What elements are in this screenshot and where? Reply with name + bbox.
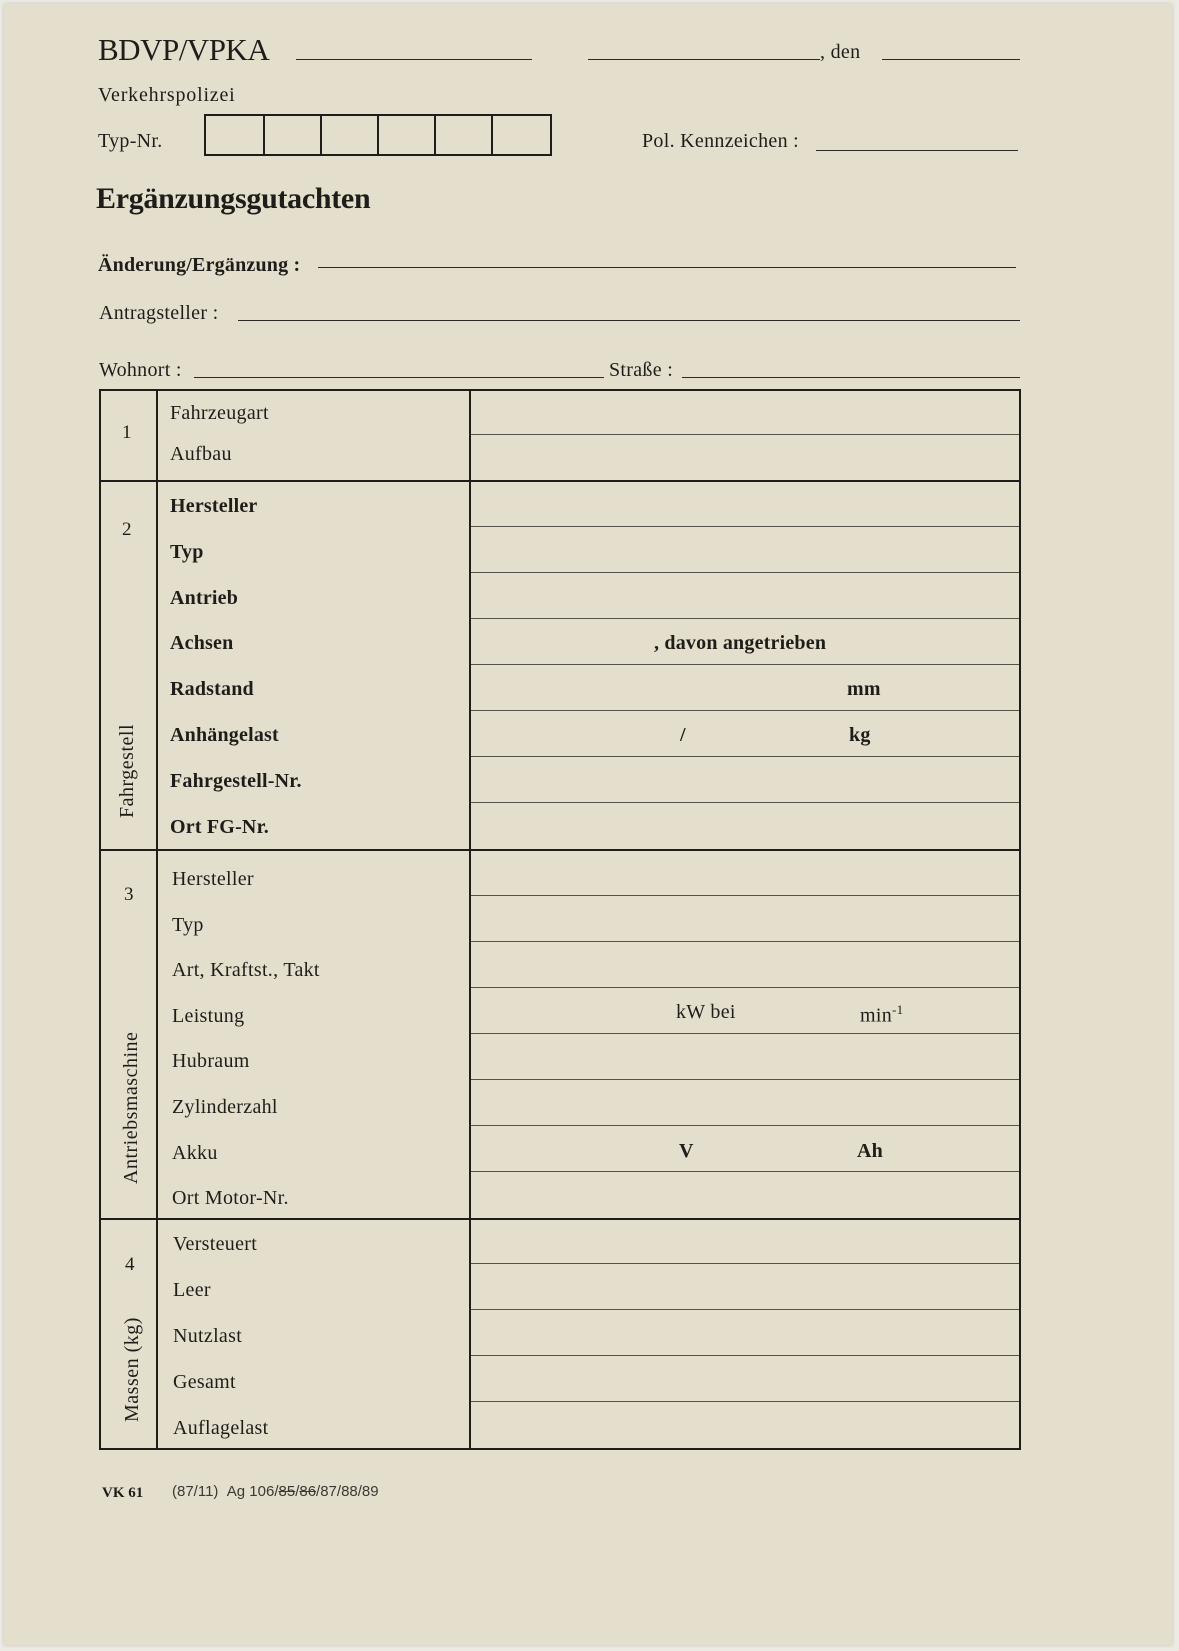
davon-angetrieben-text: , davon angetrieben	[654, 632, 827, 654]
row-achsen: Achsen	[170, 632, 234, 654]
row-antrieb: Antrieb	[170, 587, 239, 609]
volt-unit: V	[679, 1140, 694, 1162]
row-hubraum: Hubraum	[172, 1050, 250, 1072]
min-superscript: -1	[892, 1002, 904, 1017]
entry-line[interactable]	[471, 802, 1019, 803]
typ-box-divider	[263, 116, 265, 154]
section-1-bottom	[99, 480, 1021, 482]
row-typ: Typ	[170, 541, 204, 563]
table-col2-border	[469, 389, 471, 1450]
footer-num-struck: 85	[278, 1483, 296, 1500]
kg-unit: kg	[849, 724, 871, 746]
row-gesamt: Gesamt	[173, 1371, 236, 1393]
row-leistung: Leistung	[172, 1005, 245, 1027]
footer-date: (87/11)	[172, 1483, 219, 1500]
typ-box-divider	[320, 116, 322, 154]
entry-line[interactable]	[471, 664, 1019, 665]
print-footer	[172, 1483, 379, 1500]
form-title: Ergänzungsgutachten	[96, 182, 371, 215]
section-3-number: 3	[124, 884, 134, 905]
entry-line[interactable]	[471, 572, 1019, 573]
entry-line[interactable]	[471, 1125, 1019, 1126]
row-hersteller: Hersteller	[170, 495, 258, 517]
slash-separator: /	[680, 724, 686, 746]
row-akku: Akku	[172, 1142, 218, 1164]
row-versteuert: Versteuert	[173, 1233, 258, 1255]
section-4-number: 4	[125, 1254, 135, 1275]
table-right-border	[1019, 389, 1021, 1450]
entry-line[interactable]	[471, 895, 1019, 896]
section-2-bottom	[99, 849, 1021, 851]
section-2-vertical-label: Fahrgestell	[116, 723, 138, 818]
row-anhaengelast: Anhängelast	[170, 724, 279, 746]
aenderung-label: Änderung/Ergänzung :	[98, 254, 301, 276]
footer-num-plain: 106/	[249, 1483, 279, 1500]
section-3-bottom	[99, 1218, 1021, 1220]
mm-unit: mm	[847, 678, 881, 700]
entry-line[interactable]	[471, 987, 1019, 988]
typ-number-boxes[interactable]	[204, 114, 552, 156]
row-fahrgestell-nr: Fahrgestell-Nr.	[170, 770, 302, 792]
form-sheet	[4, 4, 1172, 1645]
entry-line[interactable]	[471, 1355, 1019, 1356]
min-text: min	[860, 1004, 893, 1027]
entry-line[interactable]	[471, 941, 1019, 942]
wohnort-label: Wohnort :	[99, 359, 182, 381]
footer-ag: Ag	[226, 1483, 246, 1500]
kw-bei-text: kW bei	[676, 1001, 736, 1023]
typ-box-divider	[434, 116, 436, 154]
unit-label: Verkehrspolizei	[98, 84, 236, 106]
entry-line[interactable]	[471, 710, 1019, 711]
section-2-number: 2	[122, 519, 132, 540]
row-hersteller: Hersteller	[172, 868, 254, 890]
kennzeichen-line[interactable]	[816, 150, 1018, 151]
row-radstand: Radstand	[170, 678, 254, 700]
typ-box-divider	[377, 116, 379, 154]
row-typ: Typ	[172, 914, 204, 936]
org-line[interactable]	[296, 59, 532, 60]
entry-line[interactable]	[471, 756, 1019, 757]
footer-num-rest: /87/88/89	[316, 1483, 379, 1500]
row-nutzlast: Nutzlast	[173, 1325, 243, 1347]
amp-hour-unit: Ah	[857, 1140, 883, 1162]
section-3-vertical-label: Antriebsmaschine	[120, 1031, 142, 1184]
typ-label: Typ-Nr.	[98, 130, 163, 152]
aenderung-line[interactable]	[318, 267, 1016, 268]
entry-line[interactable]	[471, 1079, 1019, 1080]
entry-line[interactable]	[471, 1263, 1019, 1264]
antragsteller-label: Antragsteller :	[99, 302, 219, 324]
section-1-number: 1	[122, 422, 132, 443]
typ-box-divider	[491, 116, 493, 154]
footer-num-sep: /	[295, 1483, 300, 1500]
row-aufbau: Aufbau	[170, 443, 232, 465]
date-line[interactable]	[882, 59, 1020, 60]
table-left-border	[99, 389, 101, 1450]
min-unit	[860, 1002, 903, 1028]
entry-line[interactable]	[471, 1401, 1019, 1402]
antragsteller-line[interactable]	[238, 320, 1020, 321]
section-4-vertical-label: Massen (kg)	[121, 1317, 143, 1422]
table-col1-border	[156, 389, 158, 1450]
row-auflagelast: Auflagelast	[173, 1417, 269, 1439]
entry-line[interactable]	[471, 1033, 1019, 1034]
table-bottom-border	[99, 1448, 1021, 1450]
row-fahrzeugart: Fahrzeugart	[170, 402, 269, 424]
row-art-kraftst-takt: Art, Kraftst., Takt	[172, 959, 320, 981]
row-leer: Leer	[173, 1279, 211, 1301]
form-code: VK 61	[102, 1485, 144, 1501]
date-separator: , den	[820, 41, 861, 63]
strasse-line[interactable]	[682, 377, 1020, 378]
table-top-border	[99, 389, 1021, 391]
entry-line[interactable]	[471, 526, 1019, 527]
entry-line[interactable]	[471, 1171, 1019, 1172]
entry-line[interactable]	[471, 1309, 1019, 1310]
row-zylinderzahl: Zylinderzahl	[172, 1096, 278, 1118]
entry-line[interactable]	[471, 618, 1019, 619]
row-ort-fg-nr: Ort FG-Nr.	[170, 816, 270, 838]
row-ort-motor-nr: Ort Motor-Nr.	[172, 1187, 289, 1209]
footer-num-struck: 86	[299, 1483, 317, 1500]
kennzeichen-label: Pol. Kennzeichen :	[642, 130, 800, 152]
entry-line[interactable]	[471, 434, 1019, 435]
wohnort-line[interactable]	[194, 377, 604, 378]
strasse-label: Straße :	[609, 359, 674, 381]
org-name: BDVP/VPKA	[98, 32, 270, 67]
place-line[interactable]	[588, 59, 820, 60]
